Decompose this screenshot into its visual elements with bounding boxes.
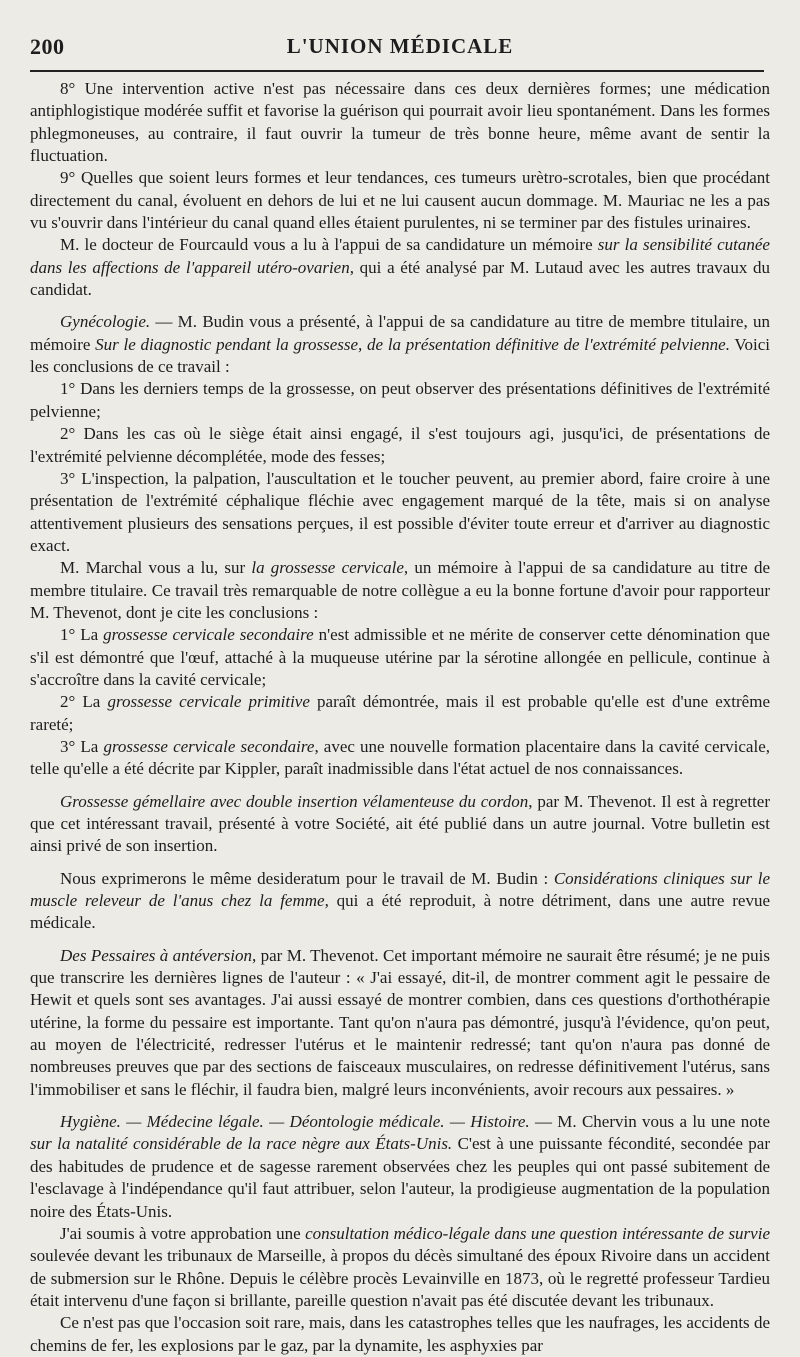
text-run: 1° La — [60, 625, 104, 645]
text-run: — M. Budin vous a présenté, à l'appui de sa candidature au titre de membre titulaire, un mémoire — [30, 312, 770, 354]
paragraph — [30, 167, 770, 234]
paragraph — [30, 423, 770, 468]
paragraph — [30, 234, 770, 301]
italic-text: Considérations cliniques sur le muscle releveur de l'anus chez la femme — [30, 868, 770, 911]
running-head: L'UNION MÉDICALE — [286, 34, 514, 58]
paragraph — [30, 691, 770, 736]
italic-text: Grossesse gémellaire avec double insertion vélamenteuse du cordon — [60, 791, 529, 811]
page-number: 200 — [30, 34, 65, 59]
paragraph — [30, 1223, 770, 1312]
text-run: J'ai soumis à votre approbation une — [60, 1223, 306, 1243]
italic-text: grossesse cervicale secondaire — [103, 736, 315, 756]
text-run: C'est à une puissante fécondité, secondée par des habitudes de prudence et de sagesse rarement observées chez les peuples qui ont passé subitement de l'esclavage à l'indépendance qu'il faut attribuer, selon l'auteur, la prodigieuse augmentation de la population noire des États-Unis. — [30, 1134, 770, 1221]
body-text — [30, 78, 770, 1357]
text-run: 8° Une intervention active n'est pas nécessaire dans ces deux dernières formes; une médication antiphlogistique modérée suffit et favorise la guérison qui pourrait avoir lieu spontanément. Dans les formes phlegmoneuses, au contraire, il faut ouvrir la tumeur de très bonne heure, même avant de sentir la fluctuation. — [30, 79, 770, 166]
paragraph — [30, 945, 770, 1101]
text-run: paraît démontrée, mais il est probable qu'elle est d'une extrême rareté; — [30, 692, 770, 734]
text-run: 9° Quelles que soient leurs formes et leur tendances, ces tumeurs urètro-scrotales, bien que procédant directement du canal, évoluent en dehors de lui et ne lui causent aucun dommage. M. Mauriac ne les a pas vu s'ouvrir dans l'intérieur du canal quand elles étaient purulentes, ni se terminer par des fistules urinaires. — [30, 168, 770, 233]
text-run: , qui a été analysé par M. Lutaud avec les autres travaux du candidat. — [30, 257, 771, 300]
page-header — [30, 28, 770, 62]
paragraph — [30, 378, 770, 423]
text-run: — M. Chervin vous a lu une note — [529, 1112, 770, 1132]
header-rule — [30, 70, 764, 72]
paragraph — [30, 468, 770, 557]
italic-text: Gynécologie. — [60, 312, 151, 332]
text-run: Nous exprimerons le même desideratum pour le travail de M. Budin : — [60, 868, 554, 888]
italic-text: Sur le diagnostic pendant la grossesse, de la présentation définitive de l'extrémité pelvienne. — [95, 334, 730, 354]
text-run: Voici les conclusions de ce travail : — [30, 334, 770, 377]
italic-text: Hygiène. — Médecine légale. — Déontologie médicale. — Histoire. — [60, 1112, 530, 1132]
paragraph — [30, 311, 770, 378]
paragraph — [30, 624, 770, 691]
italic-text: consultation médico-légale dans une question intéressante de survie — [305, 1223, 770, 1243]
paragraph — [30, 1312, 770, 1357]
paragraph — [30, 557, 770, 624]
text-run: 3° L'inspection, la palpation, l'auscultation et le toucher peuvent, au premier abord, faire croire à une présentation de l'extrémité céphalique fléchie avec engagement marqué de la tête, mais si on analyse attentivement plusieurs des sensations perçues, il est possible d'éviter toute erreur et d'arriver au diagnostic exact. — [30, 468, 770, 555]
text-run: 2° La — [60, 692, 108, 712]
text-run: M. Marchal vous a lu, sur — [60, 558, 252, 578]
italic-text: sur la natalité considérable de la race nègre aux États-Unis. — [30, 1134, 453, 1154]
paragraph — [30, 1111, 770, 1223]
italic-text: Des Pessaires à antéversion — [60, 945, 252, 965]
italic-text: grossesse cervicale secondaire — [103, 625, 314, 645]
italic-text: la grossesse cervicale — [251, 558, 404, 578]
text-run: soulevée devant les tribunaux de Marseille, à propos du décès simultané des époux Rivoire dans un accident de submersion sur le Rhône. Depuis le célèbre procès Levainville en 1873, où le regretté professeur Tardieu était intervenu d'une façon si brillante, pareille question n'avait pas été discutée devant les tribunaux. — [30, 1246, 770, 1310]
text-run: , par M. Thevenot. Cet important mémoire ne saurait être résumé; je ne puis que transcrire les dernières lignes de l'auteur : « J'ai essayé, dit-il, de montrer comment agit le pessaire de Hewit et quels sont ses avantages. J'ai aussi essayé de montrer combien, dans ces questions d'orthothérapie utérine, la forme du pessaire est importante. Tant qu'on n'aura pas démontré, jusqu'à l'évidence, qu'on peut, au moyen de l'électricité, redresser l'utérus et le maintenir redressé; tant qu'on n'aura pas donné de nombreuses preuves que par des sections de faisceaux musculaires, on redresse définitivement l'utérus, sans l'immobiliser et sans le fléchir, il faudra bien, malgré leurs inconvénients, avoir recours aux pessaires. » — [30, 945, 770, 1099]
paragraph — [30, 791, 770, 858]
paragraph — [30, 736, 770, 781]
text-run: , qui a été reproduit, à notre détriment, dans une autre revue médicale. — [30, 891, 771, 933]
text-run: , un mémoire à l'appui de sa candidature au titre de membre titulaire. Ce travail très remarquable de notre collègue a eu la bonne fortune d'avoir pour rapporteur M. Thevenot, dont je cite les conclusions : — [30, 558, 770, 622]
text-run: , avec une nouvelle formation placentaire dans la cavité cervicale, telle qu'elle a été décrite par Kippler, paraît inadmissible dans l'état actuel de nos connaissances. — [30, 736, 770, 779]
text-run: 3° La — [60, 736, 104, 756]
text-run: , par M. Thevenot. Il est à regretter que cet intéressant travail, présenté à votre Société, ait été publié dans un autre journal. Votre bulletin est ainsi privé de son insertion. — [30, 791, 770, 856]
text-run: 2° Dans les cas où le siège était ainsi engagé, il s'est toujours agi, jusqu'ici, de présentations de l'extrémité pelvienne décomplétée, mode des fesses; — [30, 424, 770, 466]
paragraph — [30, 868, 770, 935]
italic-text: sur la sensibilité cutanée dans les affections de l'appareil utéro-ovarien — [30, 235, 770, 277]
paragraph — [30, 78, 770, 167]
text-run: M. le docteur de Fourcauld vous a lu à l'appui de sa candidature un mémoire — [60, 235, 598, 255]
text-run: n'est admissible et ne mérite de conserver cette dénomination que s'il est démontré que l'œuf, attaché à la muqueuse utérine par la sérotine allongée en pellicule, continue à s'accroître dans la cavité cervicale; — [30, 625, 770, 689]
text-run: 1° Dans les derniers temps de la grossesse, on peut observer des présentations définitives de l'extrémité pelvienne; — [30, 379, 770, 421]
text-run: Ce n'est pas que l'occasion soit rare, mais, dans les catastrophes telles que les naufrages, les accidents de chemins de fer, les explosions par le gaz, par la dynamite, les asphyxies par — [30, 1313, 770, 1355]
italic-text: grossesse cervicale primitive — [107, 692, 310, 712]
